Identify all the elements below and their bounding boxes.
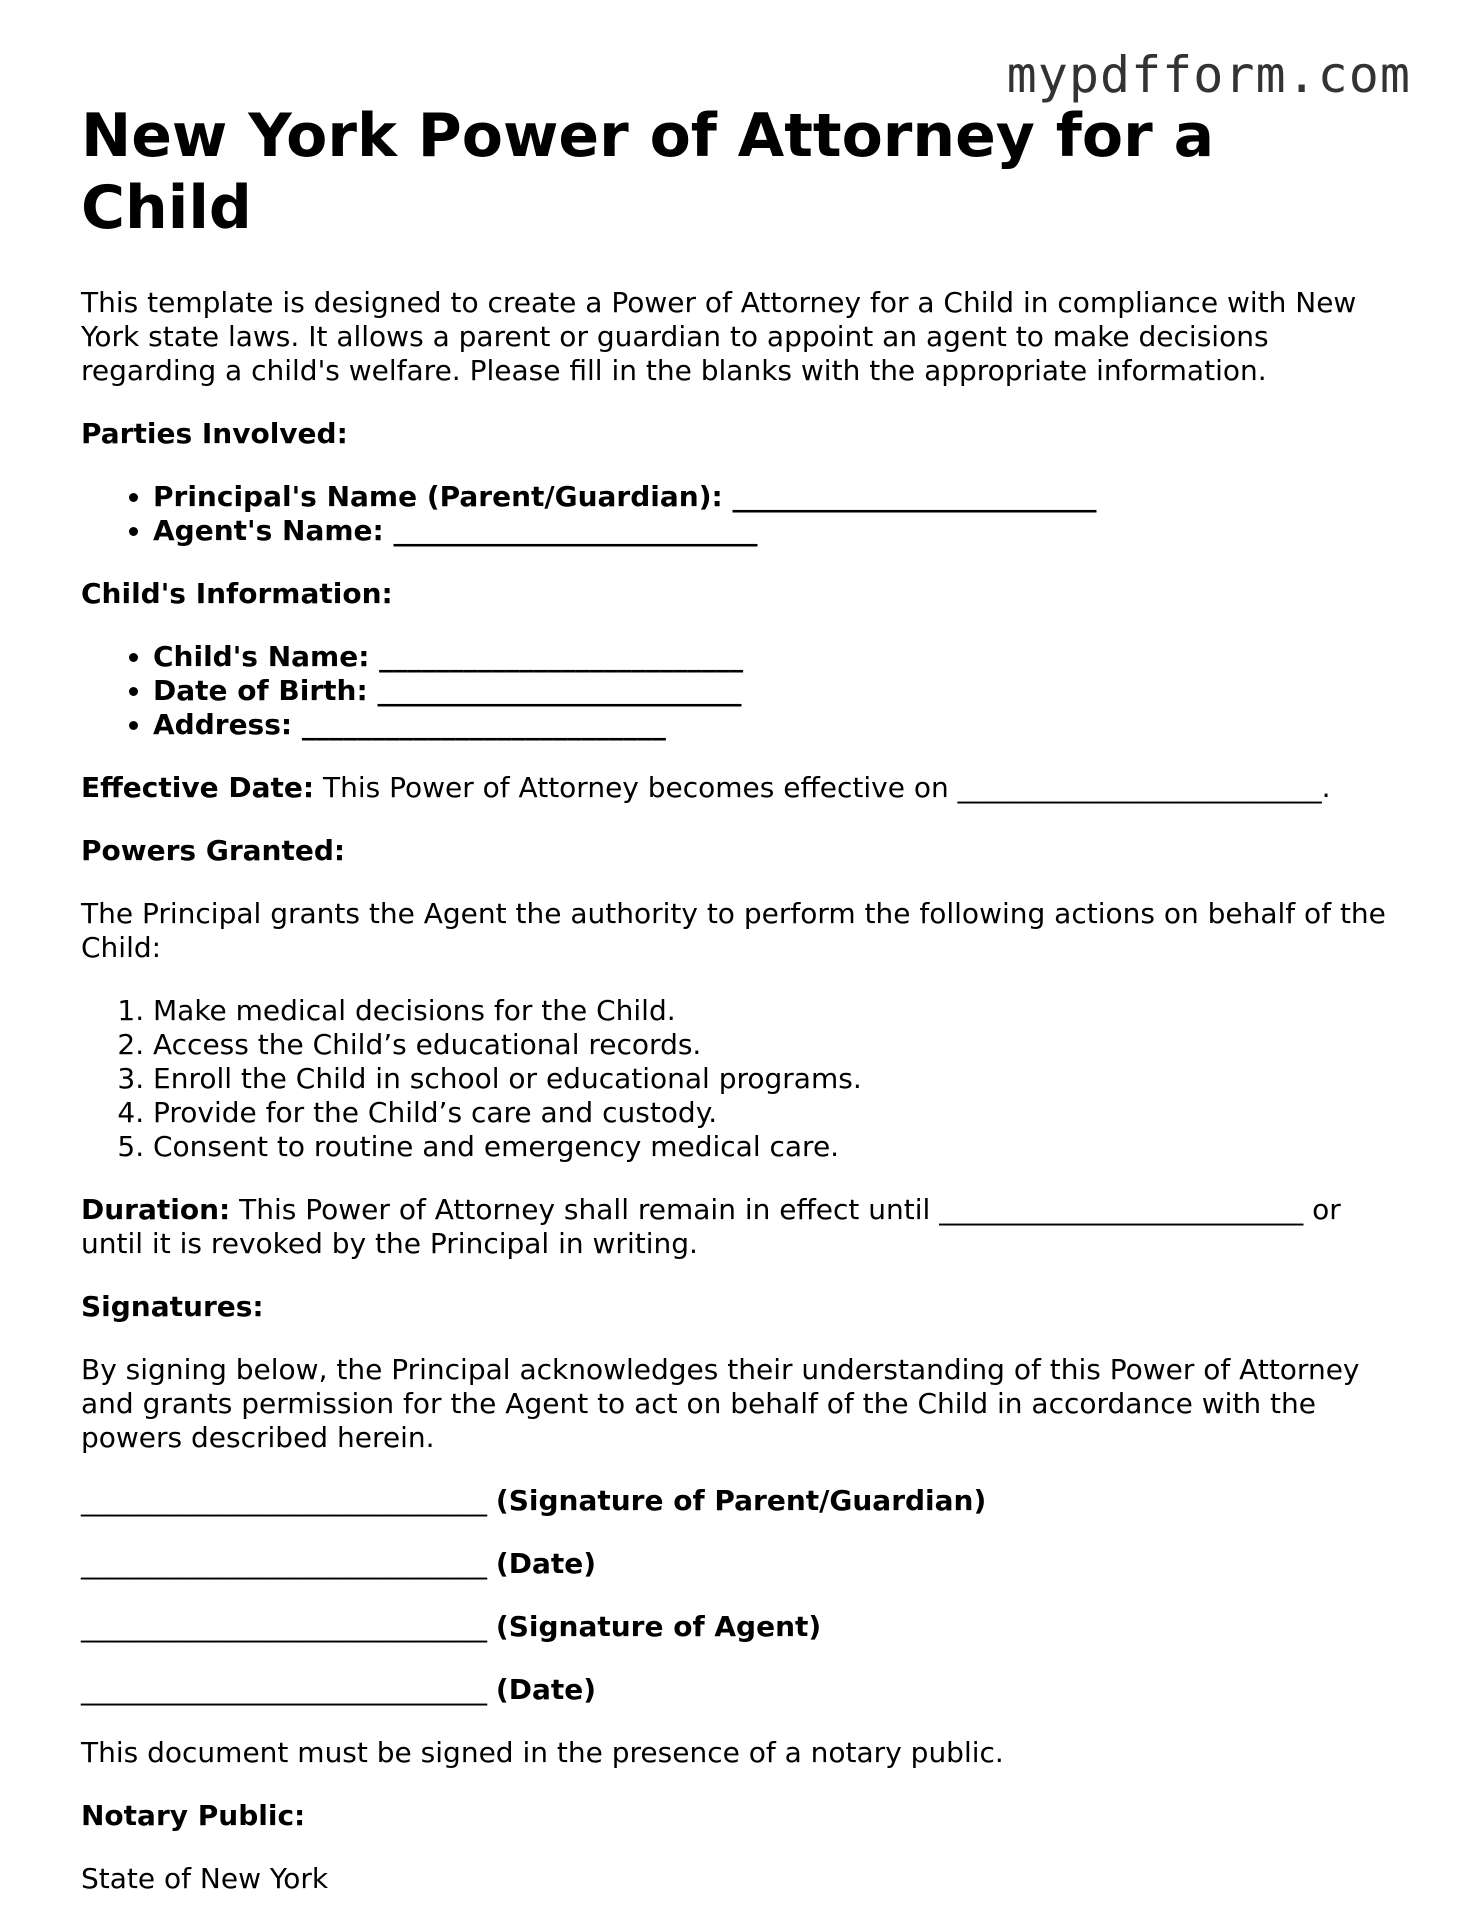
- child-heading: Child's Information:: [81, 577, 393, 610]
- notary-note: This document must be signed in the presence of a notary public.: [81, 1736, 1004, 1769]
- signature-blank[interactable]: _____________________________: [81, 1484, 487, 1517]
- list-item: • Address: __________________________: [153, 708, 1401, 742]
- powers-heading: Powers Granted:: [81, 834, 346, 867]
- blank-field[interactable]: __________________________: [732, 480, 1097, 513]
- signatures-text: By signing below, the Principal acknowledges their understanding of this Power of Attorney and grants permission for the Agent to act on behalf of the Child in accordance with the powers described herein.: [81, 1353, 1360, 1454]
- list-item: 1. Make medical decisions for the Child.: [153, 994, 1401, 1028]
- powers-list: [81, 994, 1401, 1164]
- signature-line-parent: _____________________________ (Signature of Parent/Guardian): [81, 1484, 987, 1517]
- signature-line-agent: _____________________________ (Signature of Agent): [81, 1610, 822, 1643]
- blank-field[interactable]: __________________________: [377, 674, 742, 707]
- signature-blank[interactable]: _____________________________: [81, 1673, 487, 1706]
- signature-blank[interactable]: _____________________________: [81, 1610, 487, 1643]
- list-item: • Child's Name: __________________________: [153, 640, 1401, 674]
- watermark: mypdfform.com: [1006, 46, 1411, 104]
- document-page: [81, 100, 1401, 1896]
- list-item: • Agent's Name: __________________________: [153, 514, 1401, 548]
- notary-state: State of New York: [81, 1862, 329, 1895]
- list-item: 2. Access the Child’s educational records.: [153, 1028, 1401, 1062]
- list-item: • Principal's Name (Parent/Guardian): __________________________: [153, 480, 1401, 514]
- duration: Duration: This Power of Attorney shall remain in effect until __________________________ or until it is revoked by the Principal in writing.: [81, 1193, 1341, 1260]
- powers-intro: The Principal grants the Agent the authority to perform the following actions on behalf of the Child:: [81, 897, 1386, 964]
- list-item: 3. Enroll the Child in school or educational programs.: [153, 1062, 1401, 1096]
- child-list: [81, 640, 1401, 742]
- effective-date: Effective Date: This Power of Attorney becomes effective on __________________________.: [81, 771, 1331, 804]
- parties-list: [81, 480, 1401, 548]
- intro-text: This template is designed to create a Power of Attorney for a Child in compliance with New York state laws. It allows a parent or guardian to appoint an agent to make decisions regarding a child's welfare. Please fill in the blanks with the appropriate information.: [81, 286, 1357, 387]
- blank-field[interactable]: __________________________: [939, 1193, 1304, 1226]
- parties-heading: Parties Involved:: [81, 417, 348, 450]
- list-item: 5. Consent to routine and emergency medical care.: [153, 1130, 1401, 1164]
- signatures-heading: Signatures:: [81, 1290, 264, 1323]
- blank-field[interactable]: __________________________: [301, 708, 666, 741]
- page-title: New York Power of Attorney for a Child: [81, 101, 1215, 243]
- date-line-parent: _____________________________ (Date): [81, 1547, 597, 1580]
- list-item: 4. Provide for the Child’s care and custody.: [153, 1096, 1401, 1130]
- blank-field[interactable]: __________________________: [957, 771, 1322, 804]
- notary-heading: Notary Public:: [81, 1799, 306, 1832]
- date-line-agent: _____________________________ (Date): [81, 1673, 597, 1706]
- blank-field[interactable]: __________________________: [379, 640, 744, 673]
- list-item: • Date of Birth: __________________________: [153, 674, 1401, 708]
- signature-blank[interactable]: _____________________________: [81, 1547, 487, 1580]
- blank-field[interactable]: __________________________: [393, 514, 758, 547]
